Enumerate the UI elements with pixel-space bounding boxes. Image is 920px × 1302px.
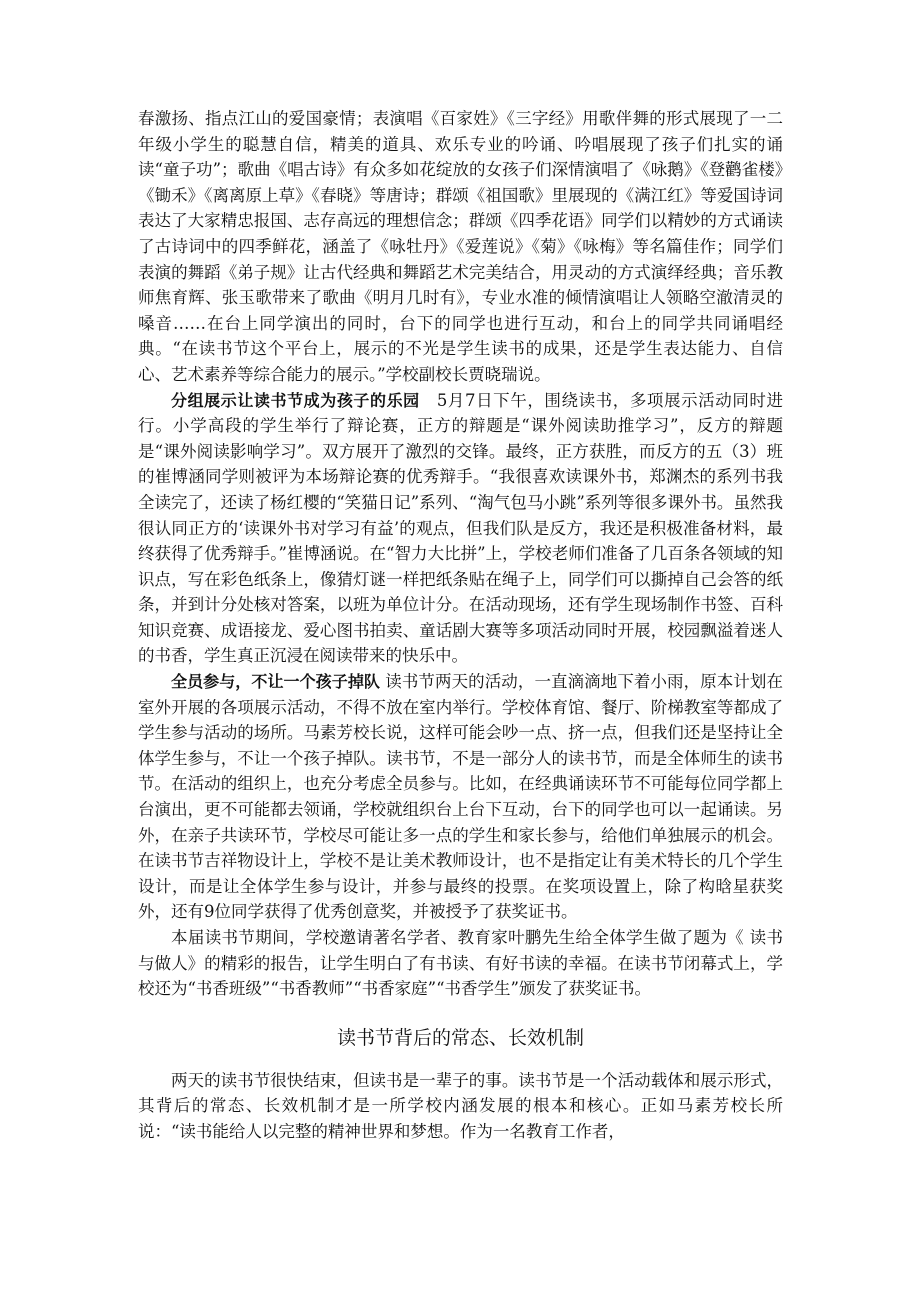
paragraph-lead-full-participation: 全员参与，不让一个孩子掉队 xyxy=(171,672,380,692)
paragraph-lead-group-display: 分组展示让读书节成为孩子的乐园 xyxy=(171,390,420,410)
paragraph-mechanism: 两天的读书节很快结束，但读书是一辈子的事。读书节是一个活动载体和展示形式，其背后的常态、长效机制才是一所学校内涵发展的根本和核心。正如马素芳校长所说：“读书能给人以完整的精神世界和梦想。作为一名教育工作者， xyxy=(138,1070,783,1141)
paragraph-performances: 春激扬、指点江山的爱国豪情；表演唱《百家姓》《三字经》用歌伴舞的形式展现了一二年级小学生的聪慧自信，精美的道具、欢乐专业的吟诵、吟唱展现了孩子们扎实的诵读“童子功”；歌曲《唱古诗》有众多如花绽放的女孩子们深情演唱了《咏鹅》《登鹳雀楼》《锄禾》《离离原上草》《春晓》等唐诗；群颂《祖国歌》里展现的《满江红》等爱国诗词表达了大家精忠报国、志存高远的理想信念；群颂《四季花语》同学们以精妙的方式诵读了古诗词中的四季鲜花，涵盖了《咏牡丹》《爱莲说》《菊》《咏梅》等名篇佳作；同学们表演的舞蹈《弟子规》让古代经典和舞蹈艺术完美结合，用灵动的方式演绎经典；音乐教师焦育辉、张玉歌带来了歌曲《明月几时有》，专业水准的倾情演唱让人领略空澈清灵的嗓音……在台上同学演出的同时，台下的同学也进行互动，和台上的同学共同诵唱经典。“在读书节这个平台上，展示的不光是学生读书的成果，还是学生表达能力、自信心、艺术素养等综合能力的展示。”学校副校长贾晓瑞说。 xyxy=(138,109,783,384)
paragraph-closing-ceremony: 本届读书节期间，学校邀请著名学者、教育家叶鹏先生给全体学生做了题为《 读书与做人》的精彩的报告，让学生明白了有书读、有好书读的幸福。在读书节闭幕式上，学校还为“书香班级”“书香教师”“书香家庭”“书香学生”颁发了获奖证书。 xyxy=(138,928,783,999)
paragraph-text-full-participation: 读书节两天的活动，一直滴滴地下着小雨，原本计划在室外开展的各项展示活动，不得不放在室内举行。学校体育馆、餐厅、阶梯教室等都成了学生参与活动的场所。马素芳校长说，这样可能会吵一点、挤一点，但我们还是坚持让全体学生参与，不让一个孩子掉队。读书节，不是一部分人的读书节，而是全体师生的读书节。在活动的组织上，也充分考虑全员参与。比如，在经典诵读环节不可能每位同学都上台演出，更不可能都去领诵，学校就组织台上台下互动，台下的同学也可以一起诵读。另外，在亲子共读环节，学校尽可能让多一点的学生和家长参与，给他们单独展示的机会。在读书节吉祥物设计上，学校不是让美术教师设计，也不是指定让有美术特长的几个学生设计，而是让全体学生参与设计，并参与最终的投票。在奖项设置上，除了构晗星获奖外，还有9位同学获得了优秀创意奖，并被授予了获奖证书。 xyxy=(138,672,783,922)
paragraph-full-participation xyxy=(138,669,783,925)
article-body xyxy=(138,106,783,1145)
paragraph-group-display xyxy=(138,388,783,670)
paragraph-text-group-display: 5月7日下午，围绕读书，多项展示活动同时进行。小学高段的学生举行了辩论赛，正方的辩题是“课外阅读助推学习”，反方的辩题是“课外阅读影响学习”。双方展开了激烈的交锋。最终，正方获胜，而反方的五（3）班的崔博涵同学则被评为本场辩论赛的优秀辩手。“我很喜欢读课外书，郑渊杰的系列书我全读完了，还读了杨红樱的“笑猫日记”系列、“淘气包马小跳”系列等很多课外书。虽然我很认同正方的‘读课外书对学习有益’的观点，但我们队是反方，我还是积极准备材料，最终获得了优秀辩手。”崔博涵说。在“智力大比拼”上，学校老师们准备了几百条各领域的知识点，写在彩色纸条上，像猜灯谜一样把纸条贴在绳子上，同学们可以撕掉自己会答的纸条，并到计分处核对答案，以班为单位计分。在活动现场，还有学生现场制作书签、百科知识竞赛、成语接龙、爱心图书拍卖、童话剧大赛等多项活动同时开展，校园飘溢着迷人的书香，学生真正沉浸在阅读带来的快乐中。 xyxy=(138,390,783,666)
section-heading: 读书节背后的常态、长效机制 xyxy=(336,1026,584,1049)
